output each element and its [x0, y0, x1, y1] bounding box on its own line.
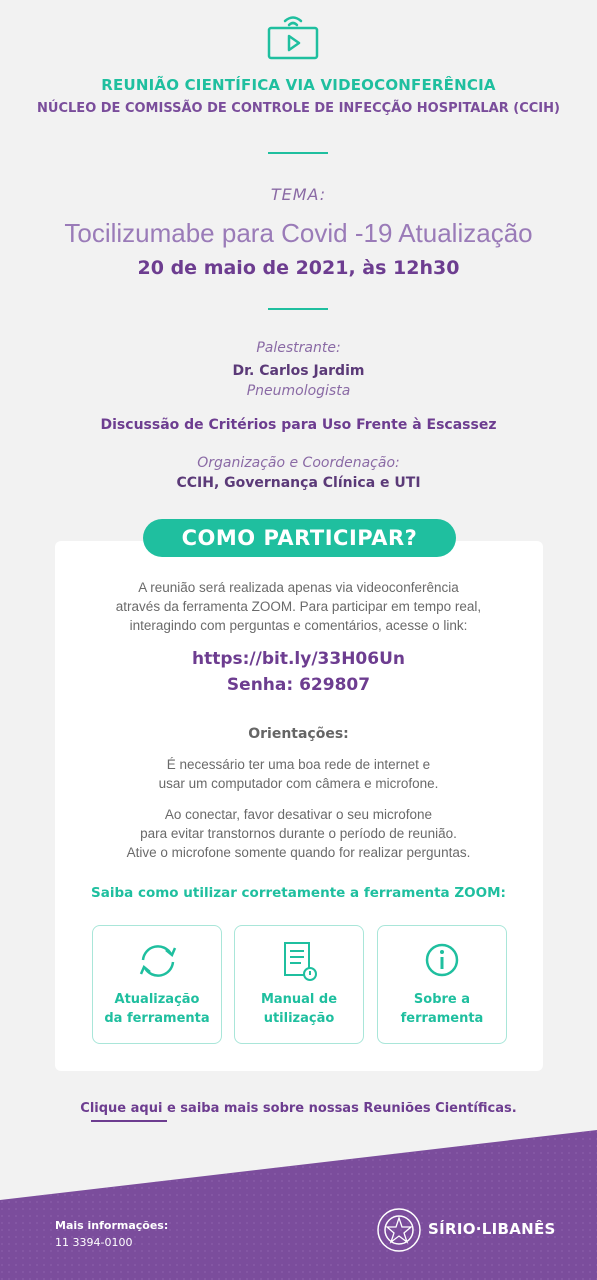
guideline-2a: Ao conectar, favor desativar o seu microfone	[164, 807, 433, 822]
speaker-label: Palestrante:	[256, 340, 341, 356]
brand-name: SÍRIO·LIBANÊS	[428, 1220, 556, 1238]
about-tool-label-1: Sobre a	[413, 992, 471, 1007]
link-underline	[91, 1120, 167, 1122]
more-info-label: Mais informações:	[55, 1219, 169, 1232]
topic-title: Tocilizumabe para Covid -19 Atualização	[64, 218, 533, 248]
update-tool-label-1: Atualização	[114, 992, 200, 1007]
refresh-icon	[135, 940, 181, 982]
event-type-heading: REUNIÃO CIENTÍFICA VIA VIDEOCONFERÊNCIA	[101, 76, 496, 94]
guideline-2b: para evitar transtornos durante o período de reunião.	[140, 826, 457, 841]
zoom-help-heading: Saiba como utilizar corretamente a ferramenta ZOOM:	[91, 885, 506, 901]
intro-text-2: através da ferramenta ZOOM. Para participar em tempo real,	[115, 599, 482, 614]
organization-value: CCIH, Governança Clínica e UTI	[176, 475, 421, 491]
hospital-seal-icon	[376, 1207, 422, 1253]
video-broadcast-icon	[266, 12, 320, 60]
divider	[268, 152, 328, 154]
update-tool-label-2: da ferramenta	[104, 1011, 210, 1026]
event-date: 20 de maio de 2021, às 12h30	[137, 257, 460, 279]
intro-text-3: interagindo com perguntas e comentários, acesse o link:	[129, 618, 468, 633]
guideline-2c: Ative o microfone somente quando for realizar perguntas.	[126, 845, 471, 860]
about-tool-label-2: ferramenta	[400, 1011, 484, 1026]
contact-phone: 11 3394-0100	[55, 1236, 133, 1249]
divider	[268, 308, 328, 310]
speaker-name: Dr. Carlos Jardim	[232, 363, 365, 379]
meeting-link[interactable]: https://bit.ly/33H06Un	[191, 649, 405, 669]
department-heading: NÚCLEO DE COMISSÃO DE CONTROLE DE INFECÇÃO HOSPITALAR (CCIH)	[37, 101, 560, 116]
footer-background	[0, 1130, 597, 1280]
info-icon	[420, 940, 466, 982]
manual-tool-button[interactable]	[234, 925, 364, 1044]
manual-tool-label-1: Manual de	[260, 992, 338, 1007]
meeting-password: Senha: 629807	[226, 675, 371, 695]
discussion-title: Discussão de Critérios para Uso Frente à Escassez	[100, 417, 497, 433]
more-meetings-link[interactable]: Clique aqui e saiba mais sobre nossas Reuniões Científicas.	[80, 1101, 517, 1116]
speaker-role: Pneumologista	[246, 383, 351, 399]
organization-label: Organização e Coordenação:	[197, 455, 400, 471]
guideline-1a: É necessário ter uma boa rede de internet e	[166, 757, 431, 772]
intro-text-1: A reunião será realizada apenas via videoconferência	[138, 580, 459, 595]
guidelines-title: Orientações:	[248, 726, 349, 742]
update-tool-button[interactable]	[92, 925, 222, 1044]
how-to-participate-heading: COMO PARTICIPAR?	[143, 519, 456, 557]
about-tool-button[interactable]	[377, 925, 507, 1044]
topic-label: TEMA:	[270, 185, 327, 204]
document-icon	[277, 940, 323, 982]
manual-tool-label-2: utilização	[263, 1011, 335, 1026]
guideline-1b: usar um computador com câmera e microfone.	[158, 776, 439, 791]
